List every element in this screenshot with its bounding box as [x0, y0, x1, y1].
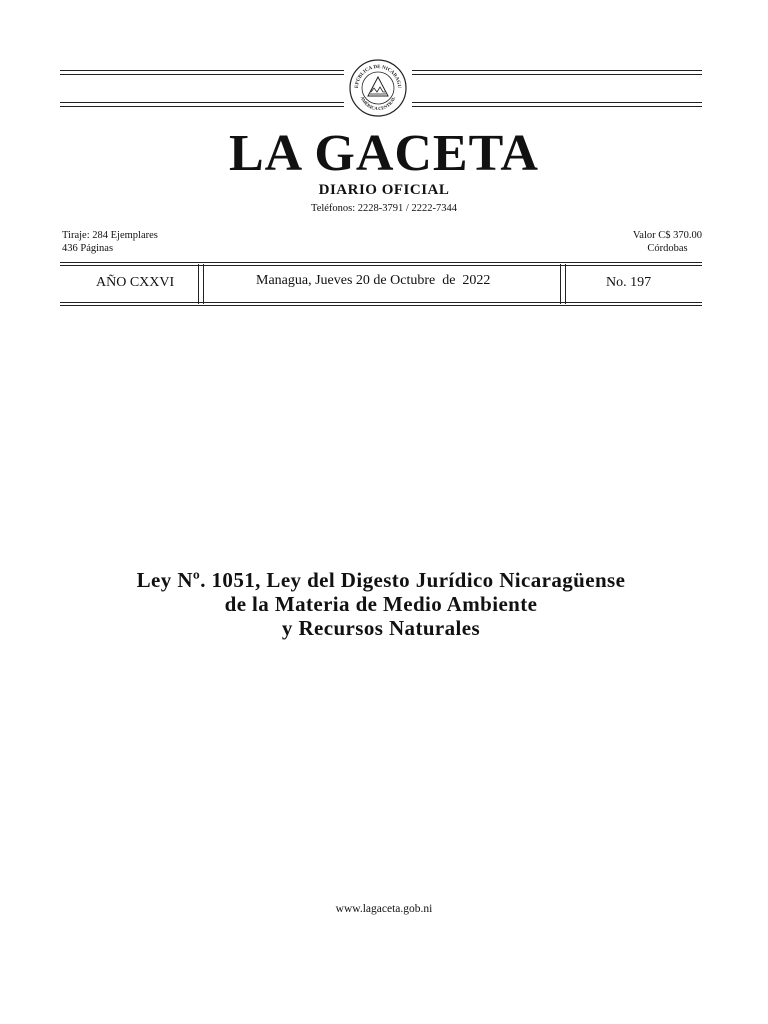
header-rule-top-right-2 [412, 74, 702, 75]
header-rule-top-left [60, 70, 344, 71]
contact-phones: Teléfonos: 2228-3791 / 2222-7344 [311, 203, 457, 214]
website-link[interactable]: www.lagaceta.gob.ni [335, 903, 433, 915]
law-title-line-3: y Recursos Naturales [281, 616, 481, 640]
print-info [62, 229, 158, 255]
law-title-line-1: Ley Nº. 1051, Ley del Digesto Jurídico Nicaragüense [136, 568, 626, 592]
seal-text-top: EPÚBLICA DE NICARAGU [354, 64, 402, 89]
seal-text-bottom: AMÉRICA CENTRAL [359, 95, 397, 112]
coat-of-arms-icon [348, 58, 408, 118]
info-bar-divider [560, 264, 566, 304]
header-rule-bottom-left [60, 102, 344, 103]
svg-text:AMÉRICA CENTRAL [360, 96, 397, 112]
header-rule-top-right [412, 70, 702, 71]
print-run: Tiraje: 284 Ejemplares [62, 230, 158, 241]
info-bar-divider [198, 264, 204, 304]
price: Valor C$ 370.00 [632, 230, 702, 241]
newspaper-subtitle: DIARIO OFICIAL [318, 182, 450, 198]
price-info [633, 229, 702, 255]
page-count: 436 Páginas [62, 243, 114, 254]
issue-number: No. 197 [606, 275, 652, 290]
header-rule-bottom-right [412, 102, 702, 103]
issue-date: Managua, Jueves 20 de Octubre de 2022 [256, 273, 491, 288]
issue-year: AÑO CXXVI [96, 275, 175, 290]
issue-info-bar [60, 262, 702, 306]
law-title [60, 568, 702, 640]
header-rule-top-left-2 [60, 74, 344, 75]
newspaper-title: LA GACETA [229, 125, 539, 182]
header-rule-bottom-left-2 [60, 106, 344, 107]
law-title-line-2: de la Materia de Medio Ambiente [224, 592, 538, 616]
currency: Córdobas [647, 243, 688, 254]
header-rule-bottom-right-2 [412, 106, 702, 107]
